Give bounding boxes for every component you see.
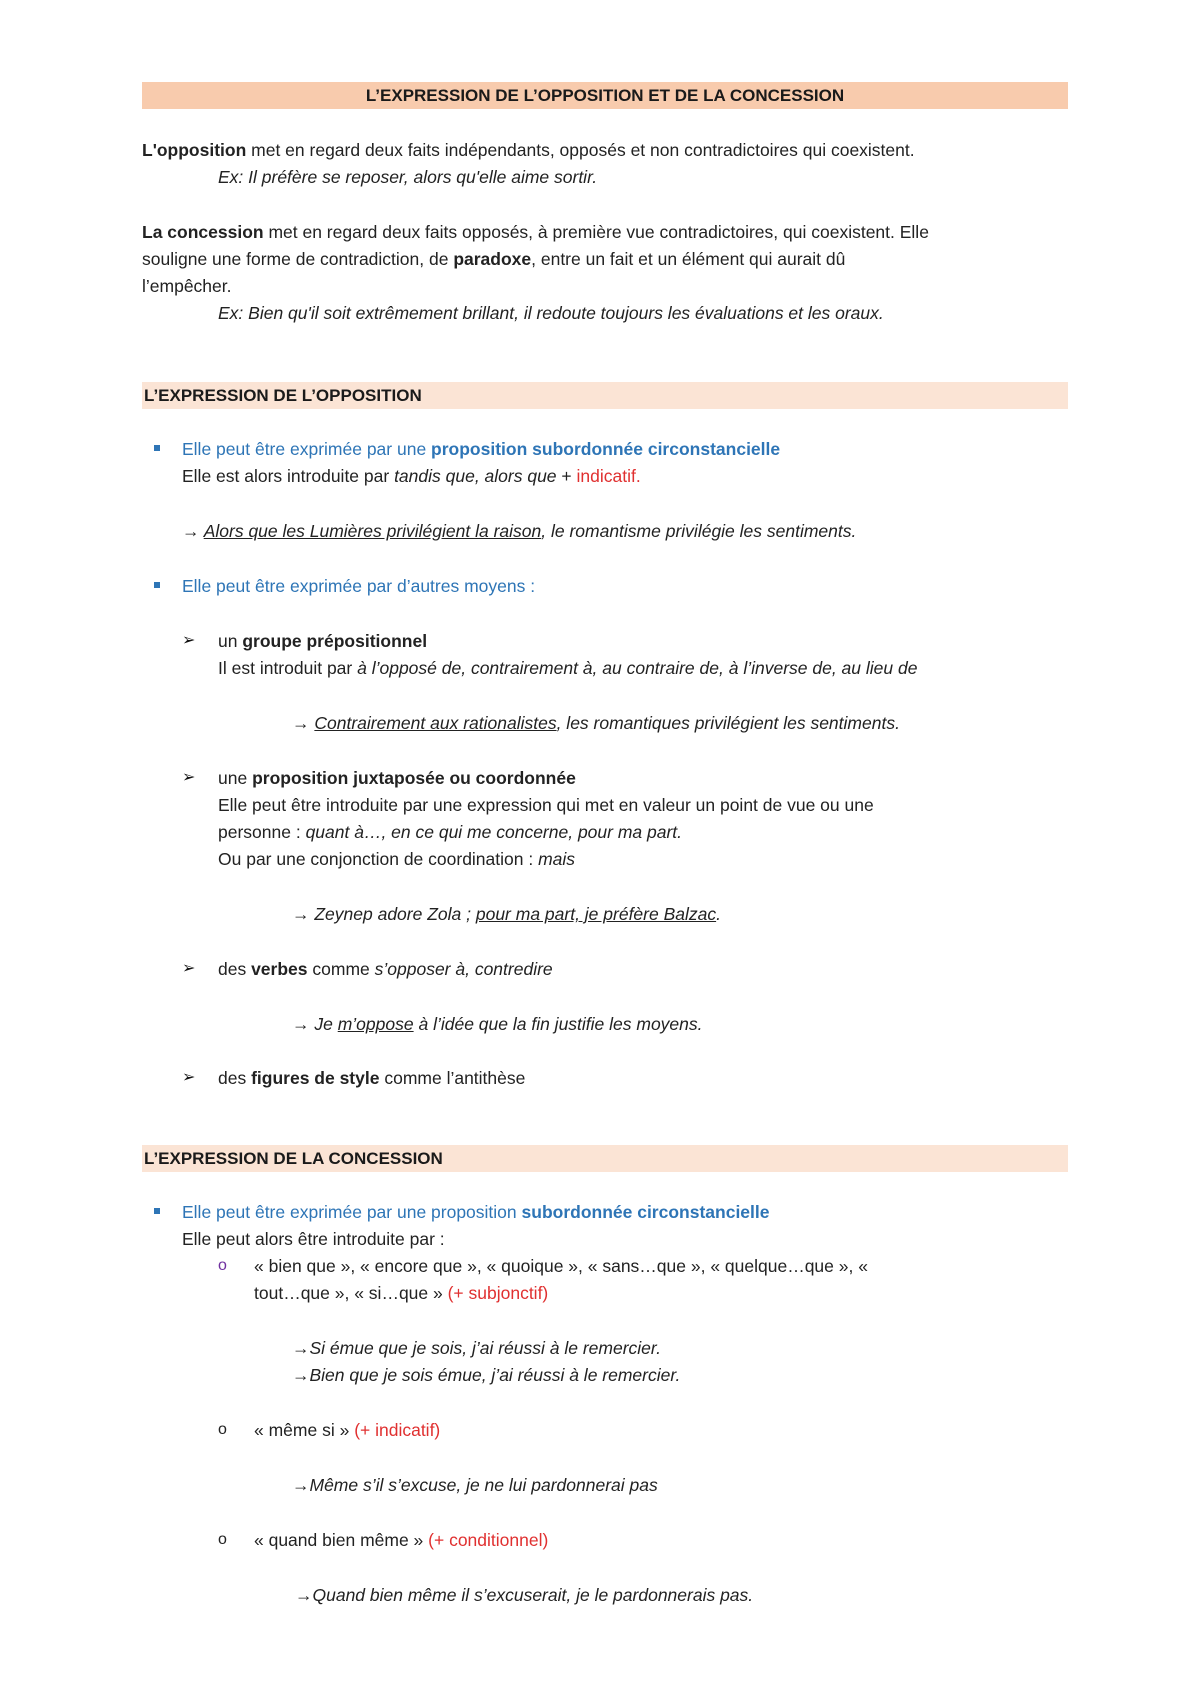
concession-example-4: →Quand bien même il s’excuserait, je le pardonnerais pas.	[295, 1585, 754, 1605]
arrowhead-bullet-icon: ➢	[182, 1069, 196, 1086]
opposition-example-1: → Alors que les Lumières privilégient la raison, le romantisme privilégie les sentiments.	[182, 521, 857, 541]
square-bullet-icon	[154, 1208, 160, 1214]
circle-bullet-icon: o	[218, 1257, 227, 1274]
concession-example-3: →Même s’il s’excuse, je ne lui pardonnerai pas	[292, 1475, 658, 1495]
arrowhead-bullet-icon: ➢	[182, 632, 196, 649]
opposition-example: Ex: Il préfère se reposer, alors qu'elle aime sortir.	[218, 167, 598, 187]
means-prepositional-group-detail: Il est introduit par à l’opposé de, contrairement à, au contraire de, à l’inverse de, au lieu de	[218, 658, 918, 678]
concession-example-2: →Bien que je sois émue, j’ai réussi à le remercier.	[292, 1365, 681, 1385]
arrowhead-bullet-icon: ➢	[182, 960, 196, 977]
means-prepositional-group: un groupe prépositionnel	[218, 631, 428, 651]
circle-bullet-icon: o	[218, 1531, 227, 1548]
means-juxtaposed-detail-2: personne : quant à…, en ce qui me concerne, pour ma part.	[218, 822, 683, 842]
opposition-bullet-1-detail: Elle est alors introduite par tandis que, alors que + indicatif.	[182, 466, 641, 486]
opposition-example-2: → Contrairement aux rationalistes, les romantiques privilégient les sentiments.	[292, 713, 900, 733]
square-bullet-icon	[154, 445, 160, 451]
opposition-example-4: → Je m’oppose à l’idée que la fin justifie les moyens.	[292, 1014, 703, 1034]
opposition-heading: L’EXPRESSION DE L’OPPOSITION	[142, 382, 1068, 409]
means-juxtaposed-detail-1: Elle peut être introduite par une expression qui met en valeur un point de vue ou une	[218, 795, 874, 815]
arrowhead-bullet-icon: ➢	[182, 769, 196, 786]
document-title: L’EXPRESSION DE L’OPPOSITION ET DE LA CONCESSION	[142, 82, 1068, 109]
circle-bullet-icon: o	[218, 1421, 227, 1438]
square-bullet-icon	[154, 582, 160, 588]
opposition-definition: L'opposition met en regard deux faits indépendants, opposés et non contradictoires qui coexistent.	[142, 140, 915, 160]
meme-si-conjunction: « même si » (+ indicatif)	[254, 1420, 441, 1440]
concession-heading: L’EXPRESSION DE LA CONCESSION	[142, 1145, 1068, 1172]
concession-example: Ex: Bien qu'il soit extrêmement brillant, il redoute toujours les évaluations et les oraux.	[218, 303, 884, 323]
concession-definition-line2: souligne une forme de contradiction, de paradoxe, entre un fait et un élément qui aurait dû	[142, 249, 846, 269]
subjunctive-conjunctions-line1: « bien que », « encore que », « quoique », « sans…que », « quelque…que », «	[254, 1256, 868, 1276]
subjunctive-conjunctions-line2: tout…que », « si…que » (+ subjonctif)	[254, 1283, 549, 1303]
concession-definition-line3: l’empêcher.	[142, 276, 232, 296]
opposition-bullet-1: Elle peut être exprimée par une proposition subordonnée circonstancielle	[182, 439, 781, 459]
quand-bien-meme-conjunction: « quand bien même » (+ conditionnel)	[254, 1530, 549, 1550]
concession-bullet-1: Elle peut être exprimée par une proposition subordonnée circonstancielle	[182, 1202, 770, 1222]
opposition-example-3: → Zeynep adore Zola ; pour ma part, je préfère Balzac.	[292, 904, 721, 924]
concession-bullet-1-detail: Elle peut alors être introduite par :	[182, 1229, 445, 1249]
means-verbs: des verbes comme s’opposer à, contredire	[218, 959, 553, 979]
concession-definition-line1: La concession met en regard deux faits opposés, à première vue contradictoires, qui coexistent. Elle	[142, 222, 929, 242]
opposition-bullet-2: Elle peut être exprimée par d’autres moyens :	[182, 576, 536, 596]
means-figures-of-speech: des figures de style comme l’antithèse	[218, 1068, 526, 1088]
means-juxtaposed-detail-3: Ou par une conjonction de coordination : mais	[218, 849, 576, 869]
means-juxtaposed-clause: une proposition juxtaposée ou coordonnée	[218, 768, 576, 788]
concession-example-1: →Si émue que je sois, j’ai réussi à le remercier.	[292, 1338, 661, 1358]
